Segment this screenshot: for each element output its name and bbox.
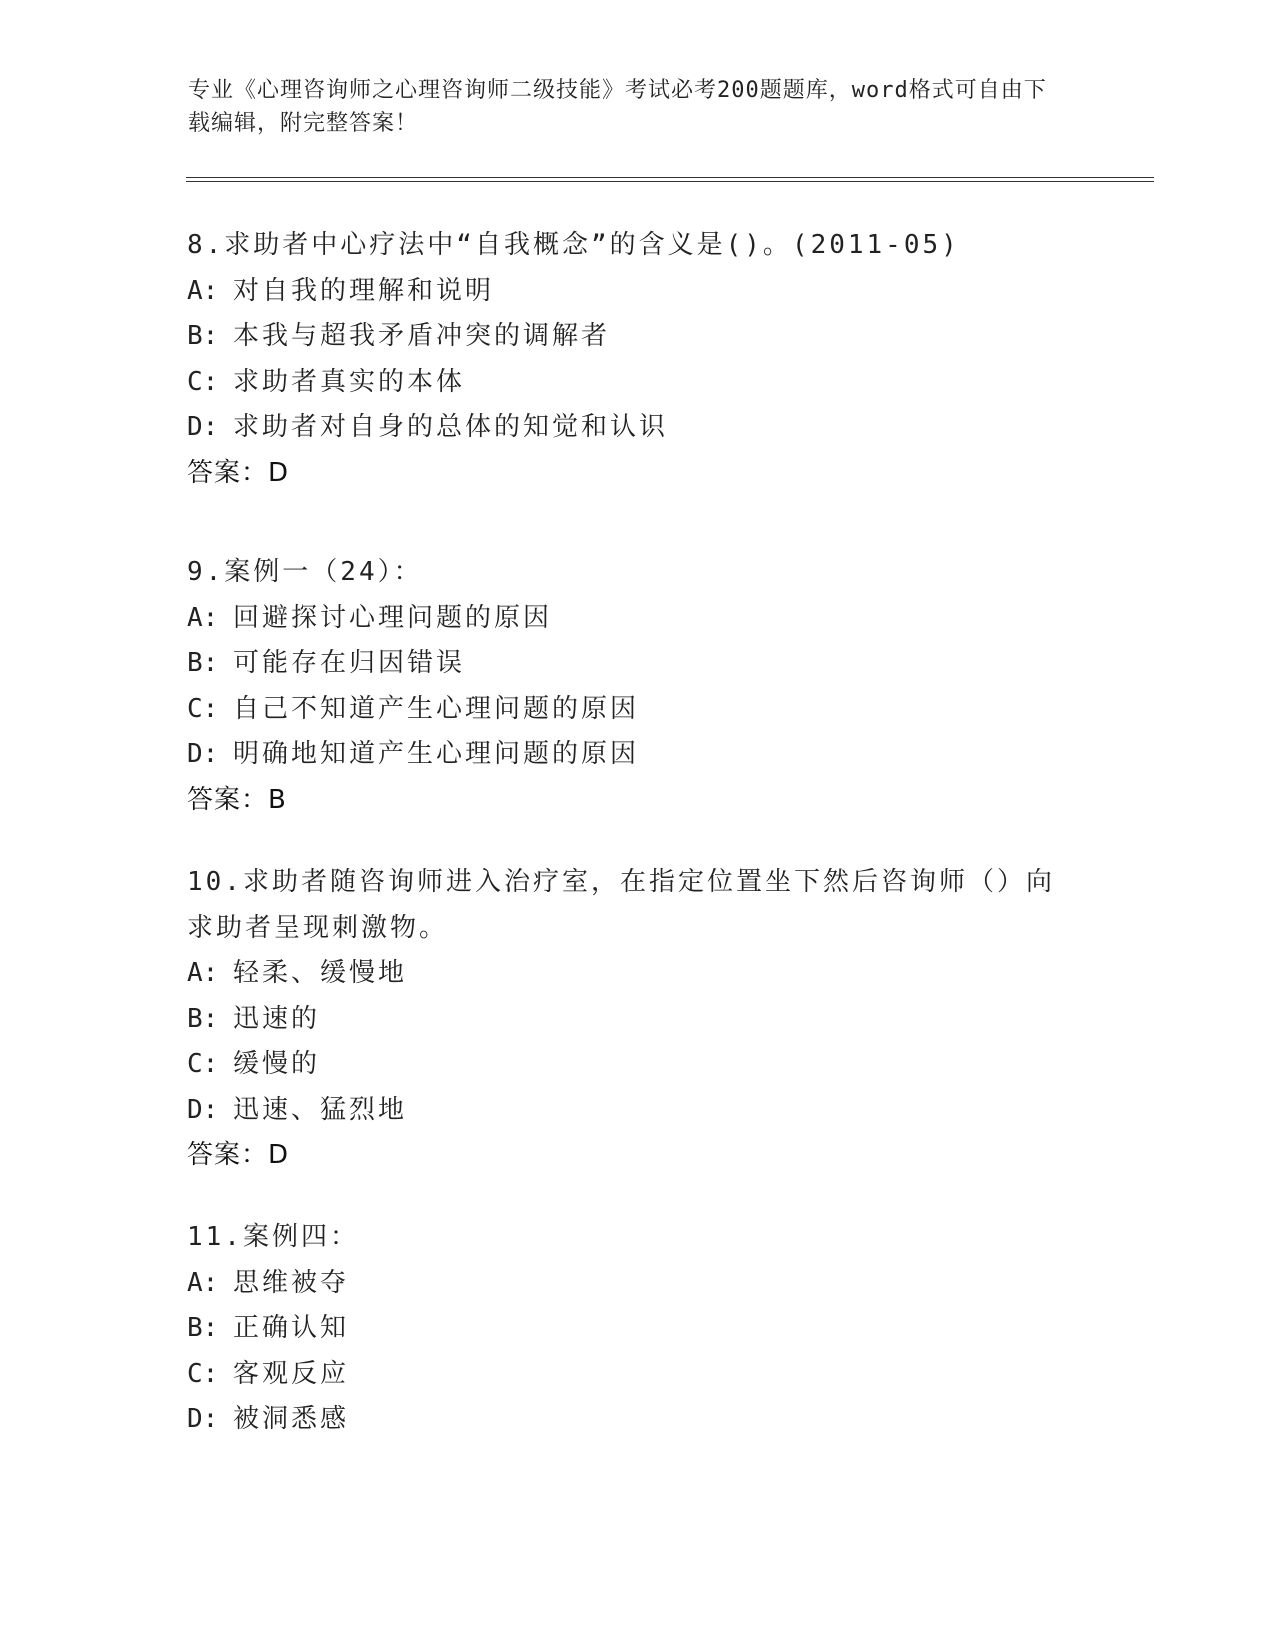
question-10 xyxy=(187,860,1087,1179)
option-text: 思维被夺 xyxy=(233,1267,350,1298)
option-key: B: xyxy=(187,321,219,351)
option-d xyxy=(187,1088,1087,1134)
option-text: 迅速、猛烈地 xyxy=(233,1094,408,1125)
option-a xyxy=(187,951,1087,997)
option-key: B: xyxy=(187,648,219,678)
option-key: C: xyxy=(187,693,219,724)
header-divider-top xyxy=(186,177,1154,178)
document-intro: 专业《心理咨询师之心理咨询师二级技能》考试必考200题题库，word格式可自由下载编辑，附完整答案！ xyxy=(188,78,1047,136)
question-stem: 11.案例四： xyxy=(187,1222,359,1252)
question-stem: 8.求助者中心疗法中“自我概念”的含义是()。(2011-05) xyxy=(187,230,960,260)
option-d xyxy=(187,1397,1087,1443)
option-c xyxy=(187,360,1087,406)
question-9 xyxy=(187,550,1087,823)
option-key: D: xyxy=(187,1094,219,1125)
option-text: 缓慢的 xyxy=(233,1049,321,1079)
option-c xyxy=(187,1042,1087,1088)
option-key: B: xyxy=(187,1313,219,1343)
answer-line: 答案：D xyxy=(187,1140,290,1170)
option-text: 明确地知道产生心理问题的原因 xyxy=(233,739,640,769)
option-a xyxy=(187,269,1087,315)
option-text: 自己不知道产生心理问题的原因 xyxy=(233,693,640,724)
option-a xyxy=(187,1261,1087,1307)
option-b xyxy=(187,314,1087,360)
option-text: 本我与超我矛盾冲突的调解者 xyxy=(233,321,611,351)
option-key: A: xyxy=(187,275,219,306)
option-b xyxy=(187,641,1087,687)
option-d xyxy=(187,405,1087,451)
header-divider-bottom xyxy=(186,181,1154,182)
option-a xyxy=(187,596,1087,642)
option-key: A: xyxy=(187,1267,219,1298)
option-text: 求助者真实的本体 xyxy=(233,366,466,397)
option-text: 可能存在归因错误 xyxy=(233,648,466,678)
option-key: A: xyxy=(187,602,219,633)
option-key: C: xyxy=(187,1358,219,1389)
option-text: 回避探讨心理问题的原因 xyxy=(233,602,553,633)
question-stem: 9.案例一（24）： xyxy=(187,557,423,587)
option-text: 轻柔、缓慢地 xyxy=(233,958,408,988)
option-key: C: xyxy=(187,1049,219,1079)
option-key: B: xyxy=(187,1003,219,1034)
question-stem: 10.求助者随咨询师进入治疗室，在指定位置坐下然后咨询师（）向求助者呈现刺激物。 xyxy=(187,867,1055,943)
option-key: D: xyxy=(187,739,219,769)
option-b xyxy=(187,997,1087,1043)
option-d xyxy=(187,732,1087,778)
option-text: 客观反应 xyxy=(233,1358,350,1389)
option-key: C: xyxy=(187,366,219,397)
answer-line: 答案：B xyxy=(187,784,287,815)
option-b xyxy=(187,1306,1087,1352)
option-c xyxy=(187,687,1087,733)
option-key: A: xyxy=(187,958,219,988)
question-11 xyxy=(187,1215,1087,1443)
option-text: 被洞悉感 xyxy=(233,1404,350,1434)
answer-line: 答案：D xyxy=(187,457,290,488)
option-key: D: xyxy=(187,1404,219,1434)
option-text: 求助者对自身的总体的知觉和认识 xyxy=(233,412,669,442)
option-text: 正确认知 xyxy=(233,1313,350,1343)
option-text: 迅速的 xyxy=(233,1003,321,1034)
option-key: D: xyxy=(187,412,219,442)
option-text: 对自我的理解和说明 xyxy=(233,275,495,306)
option-c xyxy=(187,1352,1087,1398)
question-8 xyxy=(187,223,1087,496)
